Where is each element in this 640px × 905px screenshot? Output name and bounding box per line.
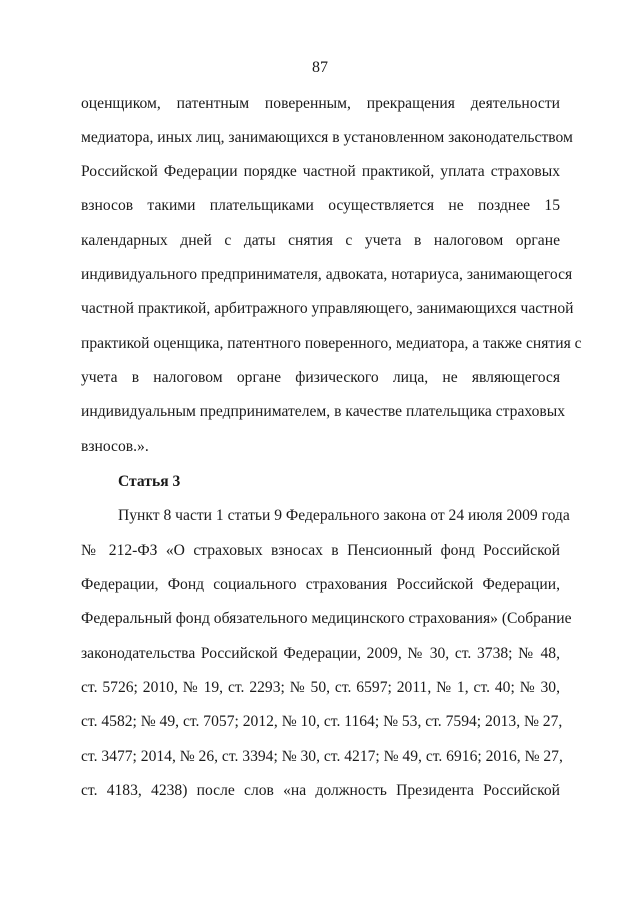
text-line: № 212-ФЗ «О страховых взносах в Пенсионный фонд Российской — [81, 542, 560, 559]
text-line: взносов такими плательщиками осуществляется не позднее 15 — [81, 197, 560, 214]
text-line: ст. 3477; 2014, № 26, ст. 3394; № 30, ст. 4217; № 49, ст. 6916; 2016, № 27, — [81, 748, 563, 765]
text-line: ст. 5726; 2010, № 19, ст. 2293; № 50, ст. 6597; 2011, № 1, ст. 40; № 30, — [81, 679, 560, 696]
text-line: ст. 4582; № 49, ст. 7057; 2012, № 10, ст. 1164; № 53, ст. 7594; 2013, № 27, — [81, 713, 563, 730]
text-line: взносов.». — [81, 438, 149, 455]
article-heading: Статья 3 — [118, 473, 181, 490]
text-line: практикой оценщика, патентного поверенного, медиатора, а также снятия с — [81, 335, 582, 352]
text-line: частной практикой, арбитражного управляющего, занимающихся частной — [81, 300, 574, 317]
text-line: Российской Федерации порядке частной практикой, уплата страховых — [81, 163, 560, 180]
text-line: календарных дней с даты снятия с учета в налоговом органе — [81, 232, 560, 249]
text-line: медиатора, иных лиц, занимающихся в установленном законодательством — [81, 129, 573, 146]
text-line: ст. 4183, 4238) после слов «на должность Президента Российской — [81, 782, 560, 799]
page-number: 87 — [312, 59, 328, 76]
text-line: оценщиком, патентным поверенным, прекращения деятельности — [81, 95, 560, 112]
text-line: индивидуальным предпринимателем, в качестве плательщика страховых — [81, 403, 566, 420]
text-line: индивидуального предпринимателя, адвоката, нотариуса, занимающегося — [81, 266, 573, 283]
text-line: законодательства Российской Федерации, 2009, № 30, ст. 3738; № 48, — [81, 645, 560, 662]
text-line: учета в налоговом органе физического лица, не являющегося — [81, 369, 560, 386]
text-line: Пункт 8 части 1 статьи 9 Федерального закона от 24 июля 2009 года — [118, 507, 570, 524]
text-line: Федерации, Фонд социального страхования Российской Федерации, — [81, 576, 560, 593]
text-line: Федеральный фонд обязательного медицинского страхования» (Собрание — [81, 610, 572, 627]
